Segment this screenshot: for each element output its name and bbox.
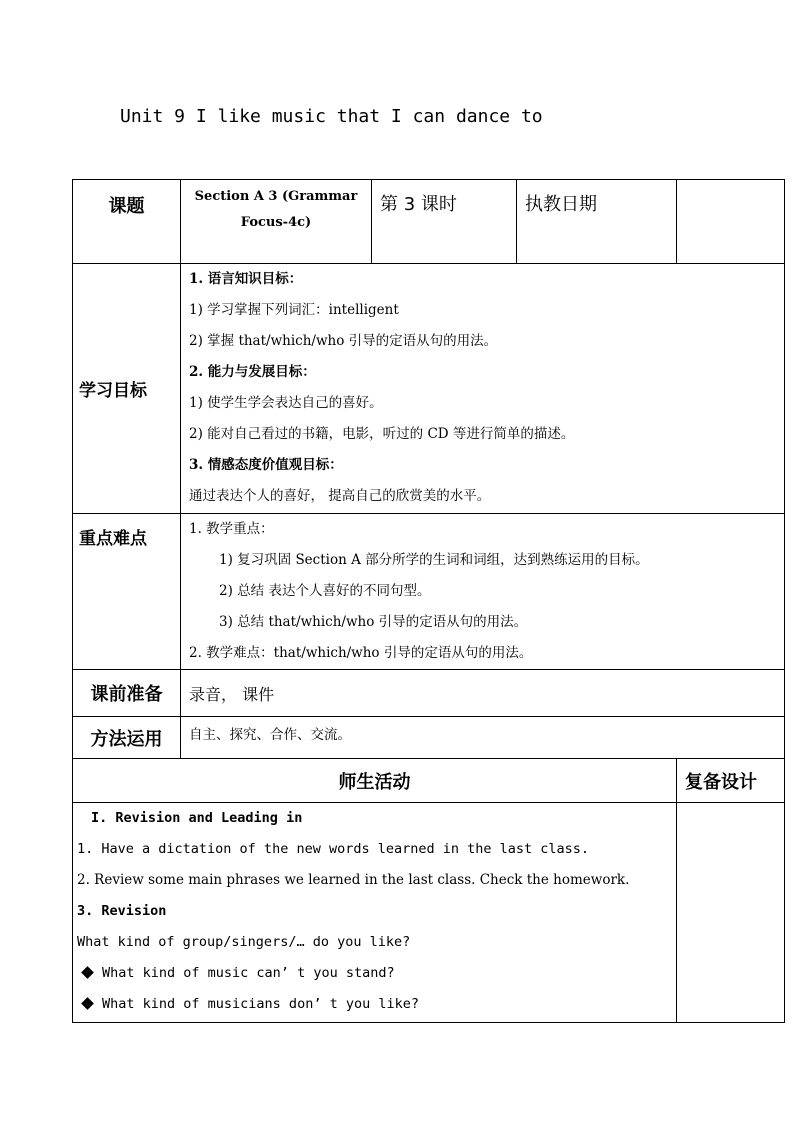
goals-line: 2. 能力与发展目标： — [189, 364, 316, 380]
activity-header-row — [73, 759, 785, 803]
prep-label: 课前准备 — [73, 670, 181, 717]
diamond-bullet-icon — [81, 966, 94, 979]
keypoints-line: 2. 教学难点：that/which/who 引导的定语从句的用法。 — [189, 645, 533, 661]
activity-header-right: 复备设计 — [677, 759, 785, 803]
goals-content — [181, 264, 785, 514]
prep-value: 录音， 课件 — [181, 670, 785, 717]
method-label: 方法运用 — [73, 717, 181, 759]
goals-line: 1. 语言知识目标： — [189, 271, 303, 287]
goals-line: 1) 学习掌握下列词汇：intelligent — [189, 302, 399, 318]
topic-label: 课题 — [73, 180, 181, 264]
activity-bullet: What kind of music can’ t you stand? — [77, 958, 676, 989]
keypoints-line: 1. 教学重点： — [189, 521, 274, 537]
activity-content — [73, 803, 677, 1023]
keypoints-row — [73, 514, 785, 670]
lesson-plan-table — [72, 179, 785, 1023]
goals-row — [73, 264, 785, 514]
activity-row — [73, 803, 785, 1023]
date-label: 执教日期 — [517, 180, 677, 264]
date-value — [677, 180, 785, 264]
activity-bullet: What kind of musicians don’ t you like? — [77, 989, 676, 1020]
keypoints-line: 1) 复习巩固 Section A 部分所学的生词和词组，达到熟练运用的目标。 — [219, 552, 649, 568]
keypoints-label: 重点难点 — [73, 514, 181, 670]
diamond-bullet-icon — [81, 997, 94, 1010]
activity-line: 2. Review some main phrases we learned in the last class. Check the homework. — [77, 872, 630, 888]
goals-line: 2) 能对自己看过的书籍，电影，听过的 CD 等进行简单的描述。 — [189, 426, 575, 442]
method-row — [73, 717, 785, 759]
activity-line: 1. Have a dictation of the new words learned in the last class. — [77, 841, 590, 857]
document-title: Unit 9 I like music that I can dance to — [120, 106, 543, 127]
activity-line: I. Revision and Leading in — [91, 810, 303, 826]
prep-row — [73, 670, 785, 717]
section-cell: Section A 3 (Grammar Focus-4c) — [181, 180, 372, 264]
goals-line: 1) 使学生学会表达自己的喜好。 — [189, 395, 383, 411]
activity-line: 3. Revision — [77, 903, 167, 919]
activity-line: What kind of group/singers/… do you like? — [77, 934, 411, 950]
period-cell: 第 3 课时 — [372, 180, 517, 264]
goals-label: 学习目标 — [73, 264, 181, 514]
goals-line: 3. 情感态度价值观目标： — [189, 457, 343, 473]
revision-design-cell — [677, 803, 785, 1023]
method-value: 自主、探究、合作、交流。 — [181, 717, 785, 759]
keypoints-content — [181, 514, 785, 670]
topic-row — [73, 180, 785, 264]
keypoints-line: 2) 总结 表达个人喜好的不同句型。 — [219, 583, 431, 599]
activity-header-left: 师生活动 — [73, 759, 677, 803]
keypoints-line: 3) 总结 that/which/who 引导的定语从句的用法。 — [219, 614, 528, 630]
goals-line: 通过表达个人的喜好， 提高自己的欣赏美的水平。 — [189, 488, 491, 504]
goals-line: 2) 掌握 that/which/who 引导的定语从句的用法。 — [189, 333, 498, 349]
